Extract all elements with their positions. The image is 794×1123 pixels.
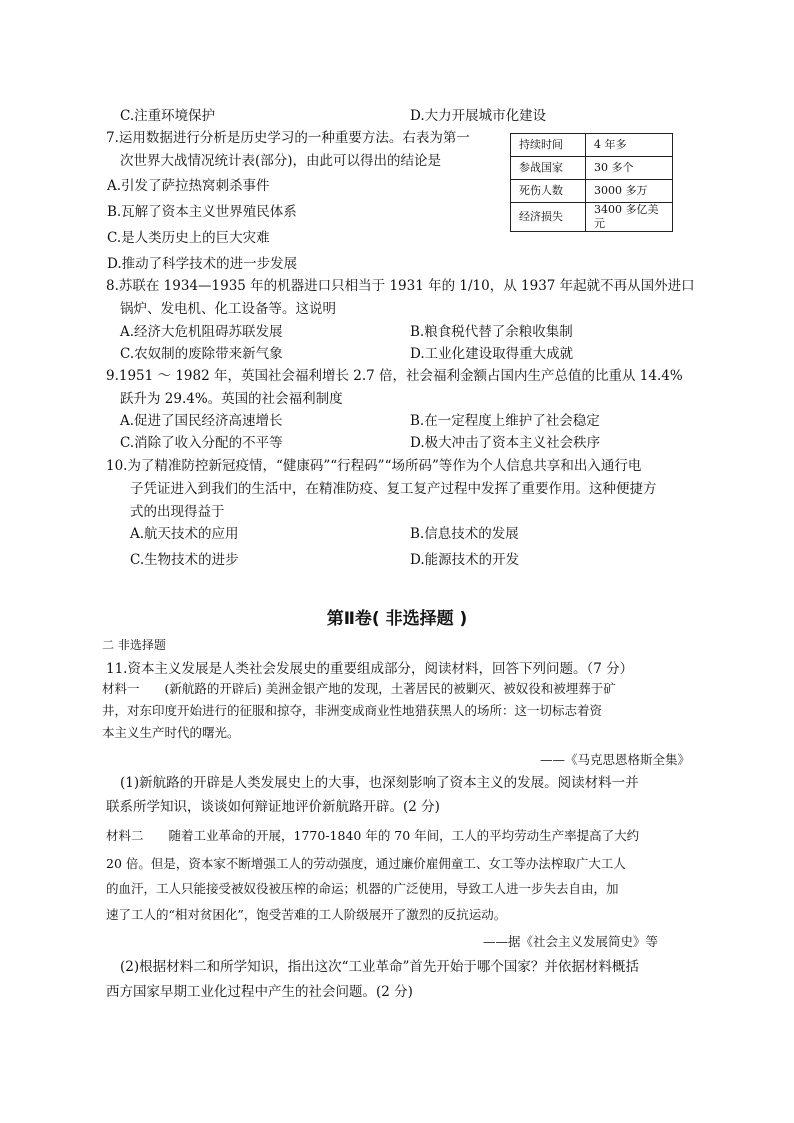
q8-stem-line2: 锅炉、发电机、化工设备等。这说明 — [120, 301, 336, 317]
material1-source: ——《马克思恩格斯全集》 — [540, 752, 691, 767]
material2-line4: 速了工人的“相对贫困化”，饱受苦难的工人阶级展开了激烈的反抗运动。 — [106, 907, 507, 922]
q8-option-d: D.工业化建设取得重大成就 — [410, 346, 574, 362]
q9-option-a: A.促进了国民经济高速增长 — [120, 413, 283, 429]
q11-part1-line1: (1)新航路的开辟是人类发展史上的大事，也深刻影响了资本主义的发展。阅读材料一并 — [120, 775, 639, 791]
q11-part1-line2: 联系所学知识，谈谈如何辩证地评价新航路开辟。(2 分) — [106, 799, 440, 815]
q9-option-c: C.消除了收入分配的不平等 — [120, 435, 283, 451]
table-value: 4 年多 — [586, 134, 673, 157]
material2-line1: 材料二 随着工业革命的开展，1770-1840 年的 70 年间，工人的平均劳动生产率提高了大约 — [106, 828, 640, 843]
q8-stem-line1: 8.苏联在 1934—1935 年的机器进口只相当于 1931 年的 1/10，从 1937 年起就不再从国外进口 — [106, 278, 695, 294]
table-value: 3400 多亿美元 — [586, 203, 673, 232]
material1-line2: 井，对东印度开始进行的征服和掠夺，非洲变成商业性地猎获黑人的场所：这一切标志着资 — [102, 703, 603, 718]
q10-option-d: D.能源技术的开发 — [410, 552, 520, 568]
q7-option-d: D.推动了科学技术的进一步发展 — [107, 256, 298, 272]
q11-part2-line2: 西方国家早期工业化过程中产生的社会问题。(2 分) — [106, 984, 413, 1000]
q9-option-d: D.极大冲击了资本主义社会秩序 — [410, 435, 601, 451]
q10-option-a: A.航天技术的应用 — [130, 526, 239, 542]
q9-stem-line1: 9.1951 ～ 1982 年，英国社会福利增长 2.7 倍，社会福利金额占国内生产总值的比重从 14.4% — [106, 368, 683, 384]
q11-part2-line1: (2)根据材料二和所学知识，指出这次“工业革命”首先开始于哪个国家？并依据材料概括 — [120, 959, 639, 975]
table-row — [511, 134, 673, 157]
q7-option-c: C.是人类历史上的巨大灾难 — [107, 230, 270, 246]
table-key: 参战国家 — [511, 157, 586, 180]
table-value: 30 多个 — [586, 157, 673, 180]
material1-line3: 本主义生产时代的曙光。 — [102, 725, 240, 740]
q9-option-b: B.在一定程度上维护了社会稳定 — [410, 413, 600, 429]
material1-line1: 材料一 (新航路的开辟后) 美洲金银产地的发现，土著居民的被剿灭、被奴役和被埋葬于矿 — [102, 681, 616, 696]
section-subtitle: 二 非选择题 — [102, 638, 166, 652]
table-value: 3000 多万 — [586, 180, 673, 203]
q8-option-b: B.粮食税代替了余粮收集制 — [410, 324, 573, 340]
q7-stem-line1: 7.运用数据进行分析是历史学习的一种重要方法。右表为第一 — [106, 130, 470, 146]
q7-stem-line2: 次世界大战情况统计表(部分)，由此可以得出的结论是 — [120, 153, 442, 169]
material2-line2: 20 倍。但是，资本家不断增强工人的劳动强度，通过廉价雇佣童工、女工等办法榨取广大工人 — [106, 856, 626, 871]
q7-option-b: B.瓦解了资本主义世界殖民体系 — [107, 204, 297, 220]
q6-option-d: D.大力开展城市化建设 — [410, 108, 547, 124]
material2-line3: 的血汗，工人只能接受被奴役被压榨的命运；机器的广泛使用，导致工人进一步失去自由，加 — [106, 881, 619, 896]
table-row — [511, 203, 673, 232]
q8-option-c: C.农奴制的废除带来新气象 — [120, 346, 283, 362]
material2-source: ——据《社会主义发展简史》等 — [483, 934, 659, 949]
q10-stem-line2: 子凭证进入到我们的生活中，在精准防疫、复工复产过程中发挥了重要作用。这种便捷方 — [130, 481, 657, 497]
q7-option-a: A.引发了萨拉热窝刺杀事件 — [107, 178, 270, 194]
q10-option-b: B.信息技术的发展 — [410, 526, 519, 542]
q6-option-c: C.注重环境保护 — [120, 108, 216, 124]
q11-header: 11.资本主义发展是人类社会发展史的重要组成部分，阅读材料，回答下列问题。（7 分） — [106, 661, 634, 677]
table-row — [511, 180, 673, 203]
table-key: 持续时间 — [511, 134, 586, 157]
q9-stem-line2: 跃升为 29.4%。英国的社会福利制度 — [120, 391, 343, 407]
q10-option-c: C.生物技术的进步 — [130, 552, 239, 568]
q7-statistics-table — [510, 133, 673, 232]
section-title: 第Ⅱ卷( 非选择题 ) — [326, 609, 468, 629]
table-row — [511, 157, 673, 180]
q10-stem-line3: 式的出现得益于 — [130, 504, 225, 520]
q8-option-a: A.经济大危机阻碍苏联发展 — [120, 324, 283, 340]
q10-stem-line1: 10.为了精准防控新冠疫情，“健康码”“行程码”“场所码”等作为个人信息共享和出入通行电 — [106, 458, 642, 474]
table-key: 死伤人数 — [511, 180, 586, 203]
table-key: 经济损失 — [511, 203, 586, 232]
